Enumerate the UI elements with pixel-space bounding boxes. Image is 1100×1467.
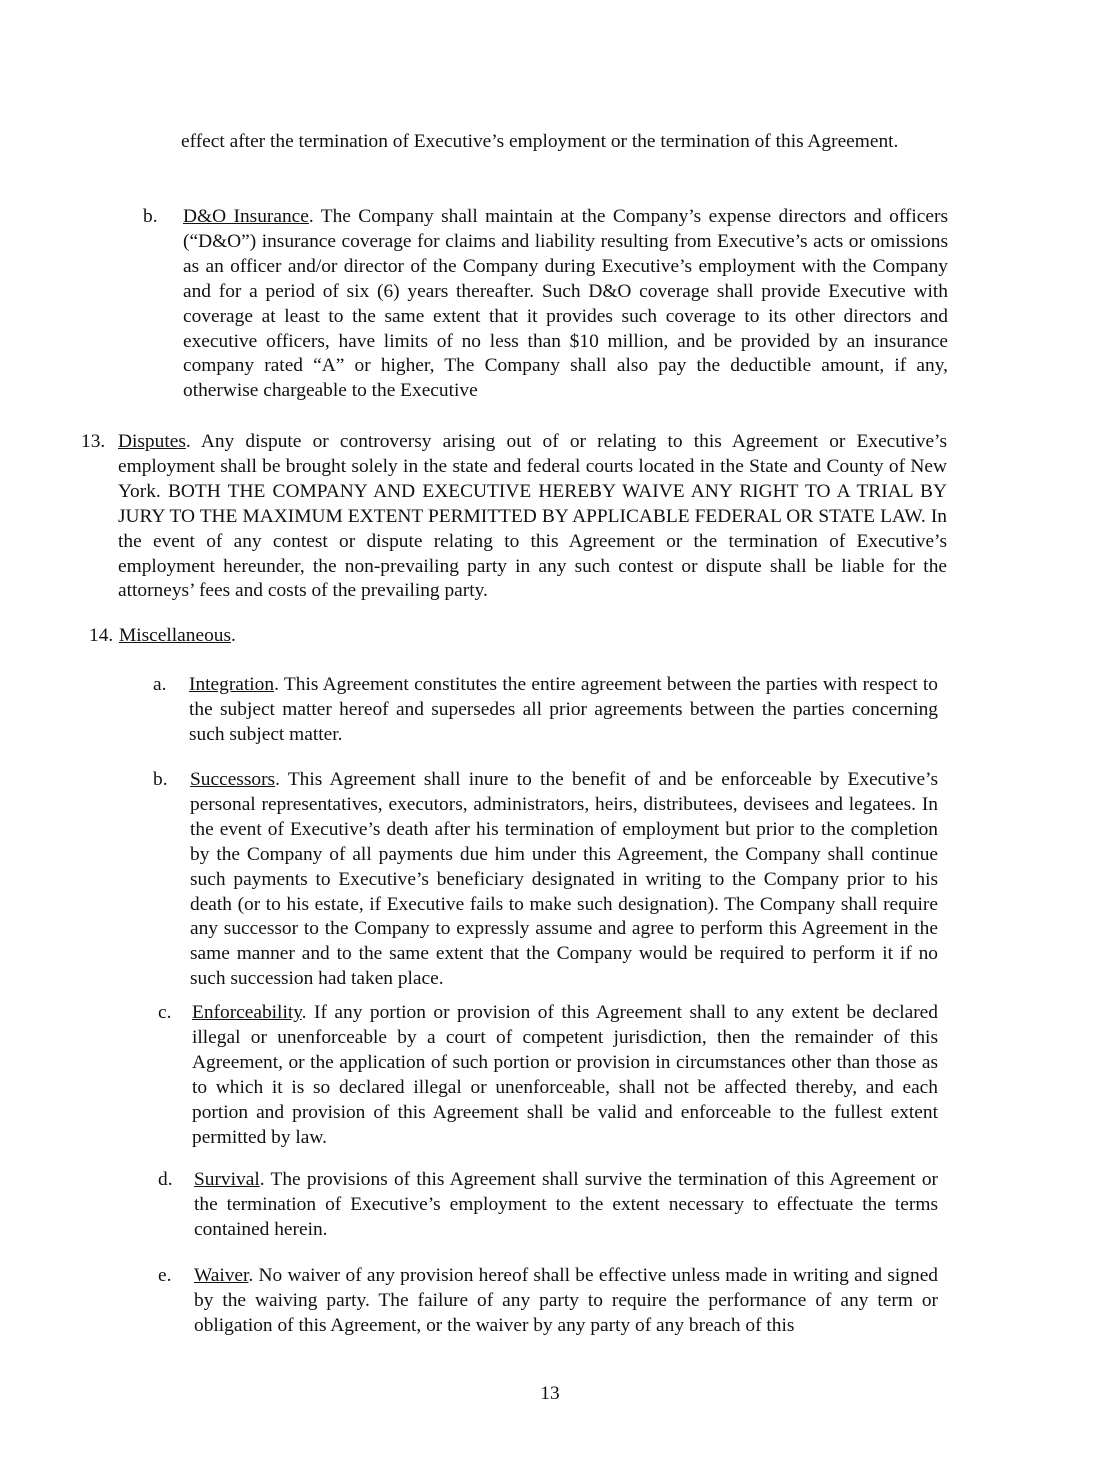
clause-heading: Integration <box>189 674 275 695</box>
section-number: 14. <box>89 625 114 646</box>
clause-text <box>183 205 948 404</box>
clause-text <box>189 673 938 748</box>
clause-marker: b. <box>143 206 158 227</box>
clause-marker: d. <box>158 1169 173 1190</box>
section-heading: Miscellaneous <box>119 625 232 646</box>
clause-heading: D&O Insurance <box>183 206 309 227</box>
clause-body: . The provisions of this Agreement shall survive the termination of this Agreement or the termination of Executive’s employment to the extent necessary to effectuate the terms contained herein. <box>194 1169 938 1240</box>
clause-heading: Enforceability <box>192 1002 302 1023</box>
section-heading: Disputes <box>118 431 186 452</box>
clause-marker: e. <box>158 1265 172 1286</box>
clause-body: . The Company shall maintain at the Company’s expense directors and officers (“D&O”) insurance coverage for claims and liability resulting from Executive’s acts or omissions as an officer and/or director of the Company during Executive’s employment with the Company and for a period of six (6) years thereafter. Such D&O coverage shall provide Executive with coverage at least to the same extent that it provides such coverage to its other directors and executive officers, have limits of no less than $10 million, and be provided by an insurance company rated “A” or higher, The Company shall also pay the deductible amount, if any, otherwise chargeable to the Executive <box>183 206 948 402</box>
section-14-miscellaneous <box>89 624 489 649</box>
section-text <box>118 430 947 604</box>
clause-body: . No waiver of any provision hereof shall be effective unless made in writing and signed by the waiving party. The failure of any party to require the performance of any term or obligation of this Agreement, or the waiver by any party of any breach of this <box>194 1265 938 1336</box>
clause-12b-do-insurance <box>143 205 948 404</box>
section-heading-suffix: . <box>231 625 236 646</box>
continuation-text: effect after the termination of Executive’s employment or the termination of this Agreement. <box>181 131 899 152</box>
clause-14b-successors <box>153 768 938 992</box>
clause-body: . If any portion or provision of this Agreement shall to any extent be declared illegal or unenforceable by a court of competent jurisdiction, then the remainder of this Agreement, or the application of such portion or provision in circumstances other than those as to which it is so declared illegal or unenforceable, shall not be affected thereby, and each portion and provision of this Agreement shall be valid and enforceable to the fullest extent permitted by law. <box>192 1002 938 1148</box>
clause-14c-enforceability <box>158 1001 938 1150</box>
continuation-paragraph <box>181 130 946 155</box>
clause-14e-waiver <box>158 1264 938 1339</box>
clause-body: . This Agreement shall inure to the benefit of and be enforceable by Executive’s personal representatives, executors, administrators, heirs, distributees, devisees and legatees. In the event of Executive’s death after his termination of employment but prior to the completion by the Company of all payments due him under this Agreement, the Company shall continue such payments to Executive’s beneficiary designated in writing to the Company prior to his death (or to his estate, if Executive fails to make such designation). The Company shall require any successor to the Company to expressly assume and agree to perform this Agreement in the same manner and to the same extent that the Company would be required to perform it if no such succession had taken place. <box>190 769 938 990</box>
clause-text <box>194 1264 938 1339</box>
clause-heading: Waiver <box>194 1265 249 1286</box>
clause-marker: a. <box>153 674 167 695</box>
clause-text <box>194 1168 938 1243</box>
page-number: 13 <box>540 1383 560 1404</box>
clause-14a-integration <box>153 673 938 748</box>
clause-text <box>192 1001 938 1150</box>
section-13-disputes <box>81 430 947 604</box>
clause-heading: Successors <box>190 769 276 790</box>
clause-14d-survival <box>158 1168 938 1243</box>
clause-marker: c. <box>158 1002 172 1023</box>
clause-text <box>190 768 938 992</box>
section-number: 13. <box>81 431 106 452</box>
clause-marker: b. <box>153 769 168 790</box>
section-heading-line <box>119 624 489 649</box>
clause-heading: Survival <box>194 1169 260 1190</box>
section-body: . Any dispute or controversy arising out of or relating to this Agreement or Executive’s employment shall be brought solely in the state and federal courts located in the State and County of New York. BOTH THE COMPANY AND EXECUTIVE HEREBY WAIVE ANY RIGHT TO A TRIAL BY JURY TO THE MAXIMUM EXTENT PERMITTED BY APPLICABLE FEDERAL OR STATE LAW. In the event of any contest or dispute relating to this Agreement or the termination of Executive’s employment hereunder, the non-prevailing party in any such contest or dispute shall be liable for the attorneys’ fees and costs of the prevailing party. <box>118 431 947 602</box>
clause-body: . This Agreement constitutes the entire agreement between the parties with respect to the subject matter hereof and supersedes all prior agreements between the parties concerning such subject matter. <box>189 674 938 745</box>
